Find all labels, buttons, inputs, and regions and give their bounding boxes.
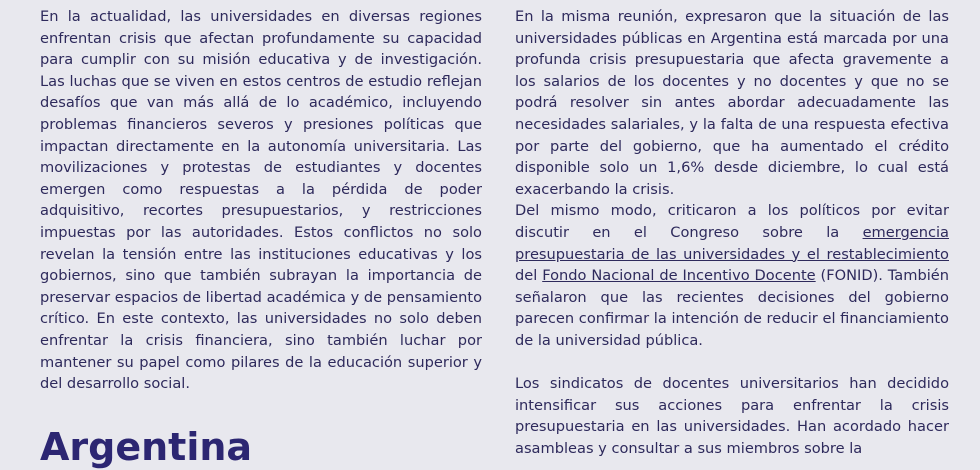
meeting-paragraph: En la misma reunión, expresaron que la situación de las universidades públicas en Argentina está marcada por una profunda crisis presupuestaria que afecta gravemente a los salarios de los docentes y no docentes y que no se podrá resolver sin antes abordar adecuadamente las necesidades salariales, y la falta de una respuesta efectiva por parte del gobierno, que ha aumentado el crédito disponible solo un 1,6% desde diciembre, lo cual está exacerbando la crisis. bbox=[515, 8, 949, 198]
intro-paragraph: En la actualidad, las universidades en diversas regiones enfrentan crisis que afectan profundamente su capacidad para cumplir con su misión educativa y de investigación. Las luchas que se viven en estos centros de estudio reflejan desafíos que van más allá de lo académico, incluyendo problemas financieros severos y presiones políticas que impactan directamente en la autonomía universitaria. Las movilizaciones y protestas de estudiantes y docentes emergen como respuestas a la pérdida de poder adquisitivo, recortes presupuestarios, y restricciones impuestas por las autoridades. Estos conflictos no solo revelan la tensión entre las instituciones educativas y los gobiernos, sino que también subrayan la importancia de preservar espacios de libertad académica y de pensamiento crítico. En este contexto, las universidades no solo deben enfrentar la crisis financiera, sino también luchar por mantener su papel como pilares de la educación superior y del desarrollo social. bbox=[40, 8, 482, 393]
section-heading: Argentina bbox=[40, 425, 253, 469]
right-column bbox=[515, 6, 949, 459]
fonid-link[interactable]: Fondo Nacional de Incentivo Docente bbox=[542, 267, 816, 285]
budget-emergency-link[interactable]: emergencia presupuestaria de las universidades y el restablecimiento bbox=[515, 223, 949, 263]
paragraph-spacer bbox=[515, 352, 949, 374]
congress-paragraph bbox=[515, 200, 949, 351]
unions-paragraph: Los sindicatos de docentes universitarios han decidido intensificar sus acciones para enfrentar la crisis presupuestaria en las universidades. Han acordado hacer asambleas y consultar a sus miembros sobre la bbox=[515, 375, 949, 457]
left-column bbox=[40, 6, 482, 395]
congress-text-2: del bbox=[515, 267, 543, 285]
congress-text-3: (FONID). También señalaron que las recientes decisiones del gobierno parecen confirmar la intención de reducir el financiamiento de la universidad pública. bbox=[515, 267, 950, 349]
congress-text-1: Del mismo modo, criticaron a los políticos por evitar discutir en el Congreso sobre la bbox=[515, 202, 949, 241]
